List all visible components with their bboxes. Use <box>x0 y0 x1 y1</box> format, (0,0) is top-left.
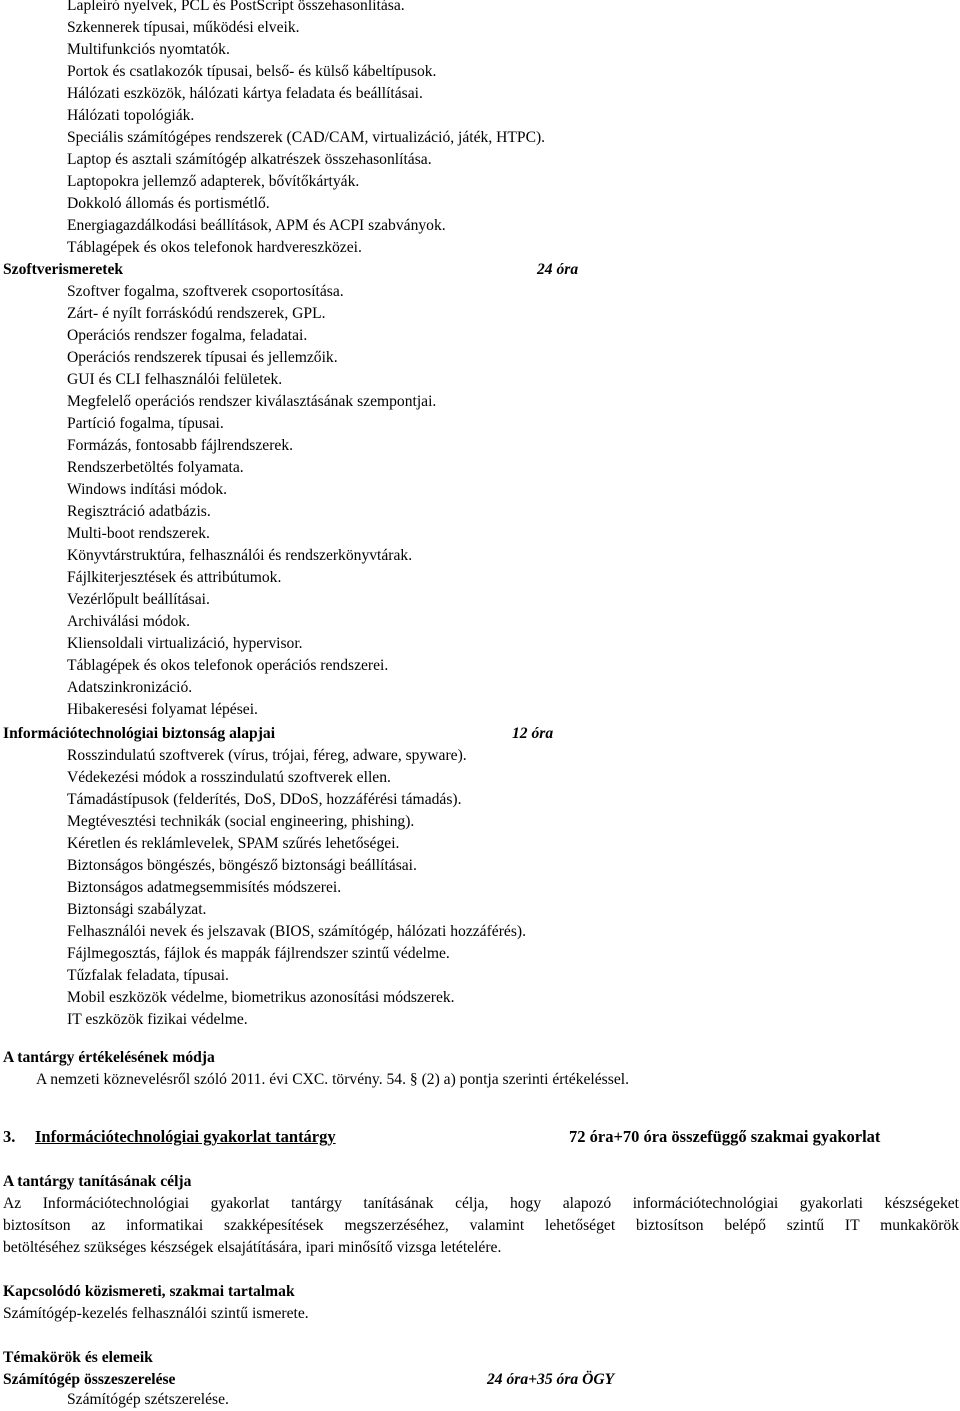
goal-heading: A tantárgy tanításának célja <box>3 1173 192 1190</box>
list-item: Szkennerek típusai, működési elveik. <box>67 19 300 36</box>
list-item: Megfelelő operációs rendszer kiválasztásának szempontjai. <box>67 393 437 410</box>
list-item: Archiválási módok. <box>67 613 190 630</box>
list-item: Laptopokra jellemző adapterek, bővítőkártyák. <box>67 173 360 190</box>
list-item: Portok és csatlakozók típusai, belső- és külső kábeltípusok. <box>67 63 437 80</box>
list-item: Windows indítási módok. <box>67 481 228 498</box>
list-item: Lapleíró nyelvek, PCL és PostScript összehasonlítása. <box>67 0 405 14</box>
list-item: Könyvtárstruktúra, felhasználói és rendszerkönyvtárak. <box>67 547 413 564</box>
list-item: Táblagépek és okos telefonok hardvereszközei. <box>67 239 362 256</box>
list-item: Vezérlőpult beállításai. <box>67 591 210 608</box>
list-item: Zárt- é nyílt forráskódú rendszerek, GPL. <box>67 305 326 322</box>
list-item: Tűzfalak feladata, típusai. <box>67 967 229 984</box>
topics-heading: Témakörök és elemeik <box>3 1349 153 1366</box>
list-item: Hálózati eszközök, hálózati kártya feladata és beállításai. <box>67 85 423 102</box>
list-item: GUI és CLI felhasználói felületek. <box>67 371 283 388</box>
list-item: Energiagazdálkodási beállítások, APM és ACPI szabványok. <box>67 217 446 234</box>
evaluation-text: A nemzeti köznevelésről szóló 2011. évi CXC. törvény. 54. § (2) a) pontja szerinti értékeléssel. <box>36 1071 629 1088</box>
subject-title: Információtechnológiai gyakorlat tantárgy <box>35 1127 336 1146</box>
list-item: Mobil eszközök védelme, biometrikus azonosítási módszerek. <box>67 989 455 1006</box>
list-item: Dokkoló állomás és portismétlő. <box>67 195 270 212</box>
list-item: Rendszerbetöltés folyamata. <box>67 459 244 476</box>
section-hours-software: 24 óra <box>537 261 579 278</box>
list-item: Operációs rendszer fogalma, feladatai. <box>67 327 308 344</box>
subject-number: 3. <box>3 1127 16 1146</box>
list-item: Szoftver fogalma, szoftverek csoportosítása. <box>67 283 344 300</box>
goal-paragraph-line: biztosítson az informatikai szakképesítések megszerzéséhez, valamint lehetőséget biztosítson belépő szintű IT munkakörök <box>3 1217 959 1234</box>
list-item: Multi-boot rendszerek. <box>67 525 210 542</box>
section-hours-security: 12 óra <box>512 725 554 742</box>
list-item: Hálózati topológiák. <box>67 107 195 124</box>
list-item: Formázás, fontosabb fájlrendszerek. <box>67 437 294 454</box>
list-item: Speciális számítógépes rendszerek (CAD/CAM, virtualizáció, játék, HTPC). <box>67 129 546 146</box>
list-item: IT eszközök fizikai védelme. <box>67 1011 248 1028</box>
section-title-software: Szoftverismeretek <box>3 261 124 278</box>
list-item: Laptop és asztali számítógép alkatrészek összehasonlítása. <box>67 151 432 168</box>
list-item: Regisztráció adatbázis. <box>67 503 211 520</box>
list-item: Felhasználói nevek és jelszavak (BIOS, számítógép, hálózati hozzáférés). <box>67 923 526 940</box>
list-item: Rosszindulatú szoftverek (vírus, trójai, féreg, adware, spyware). <box>67 747 467 764</box>
list-item: Multifunkciós nyomtatók. <box>67 41 230 58</box>
list-item: Hibakeresési folyamat lépései. <box>67 701 258 718</box>
list-item: Támadástípusok (felderítés, DoS, DDoS, hozzáférési támadás). <box>67 791 462 808</box>
list-item: Fájlkiterjesztések és attribútumok. <box>67 569 282 586</box>
subject-hours: 72 óra+70 óra összefüggő szakmai gyakorlat <box>569 1127 881 1146</box>
list-item: Adatszinkronizáció. <box>67 679 193 696</box>
related-heading: Kapcsolódó közismereti, szakmai tartalmak <box>3 1283 295 1300</box>
goal-paragraph-line: betöltéséhez szükséges készségek elsajátítására, ipari minősítő vizsga letételére. <box>3 1239 502 1256</box>
list-item: Kéretlen és reklámlevelek, SPAM szűrés lehetőségei. <box>67 835 400 852</box>
section-hours-assembly: 24 óra+35 óra ÖGY <box>487 1371 615 1388</box>
list-item: Biztonságos böngészés, böngésző biztonsági beállításai. <box>67 857 417 874</box>
section-title-assembly: Számítógép összeszerelése <box>3 1371 176 1388</box>
evaluation-heading: A tantárgy értékelésének módja <box>3 1049 215 1066</box>
list-item: Operációs rendszerek típusai és jellemzőik. <box>67 349 338 366</box>
list-item: Biztonságos adatmegsemmisítés módszerei. <box>67 879 342 896</box>
list-item: Kliensoldali virtualizáció, hypervisor. <box>67 635 303 652</box>
list-item: Fájlmegosztás, fájlok és mappák fájlrendszer szintű védelme. <box>67 945 450 962</box>
list-item: Biztonsági szabályzat. <box>67 901 207 918</box>
section-title-security: Információtechnológiai biztonság alapjai <box>3 725 276 742</box>
goal-paragraph-line: Az Információtechnológiai gyakorlat tantárgy tanításának célja, hogy alapozó információtechnológiai gyakorlati készségeket <box>3 1195 959 1212</box>
list-item: Védekezési módok a rosszindulatú szoftverek ellen. <box>67 769 391 786</box>
related-text: Számítógép-kezelés felhasználói szintű ismerete. <box>3 1305 309 1322</box>
list-item: Partíció fogalma, típusai. <box>67 415 224 432</box>
list-item: Számítógép szétszerelése. <box>67 1391 229 1408</box>
list-item: Táblagépek és okos telefonok operációs rendszerei. <box>67 657 389 674</box>
list-item: Megtévesztési technikák (social engineering, phishing). <box>67 813 415 830</box>
